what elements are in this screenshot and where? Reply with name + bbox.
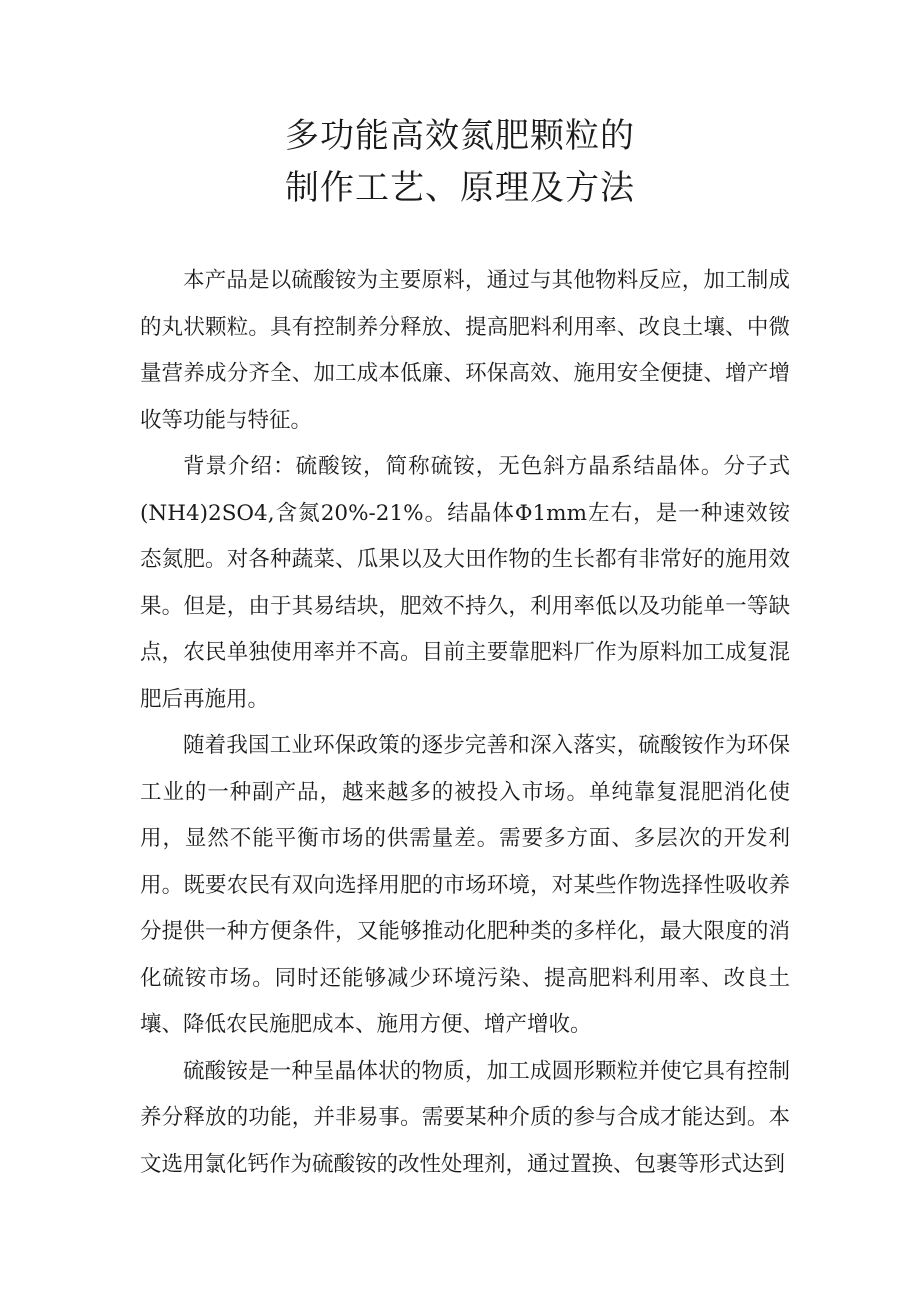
paragraph-intro: 本产品是以硫酸铵为主要原料，通过与其他物料反应，加工制成的丸状颗粒。具有控制养分释放、提高肥料利用率、改良土壤、中微量营养成分齐全、加工成本低廉、环保高效、施用安全便捷、增产增收等功能与特征。 <box>140 268 790 433</box>
paragraph-background: 背景介绍：硫酸铵，简称硫铵，无色斜方晶系结晶体。分子式(NH4)2SO4,含氮20%-21%。结晶体Φ1mm左右，是一种速效铵态氮肥。对各种蔬菜、瓜果以及大田作物的生长都有非常好的施用效果。但是，由于其易结块，肥效不持久，利用率低以及功能单一等缺点，农民单独使用率并不高。目前主要靠肥料厂作为原料加工成复混肥后再施用。 <box>140 454 790 712</box>
paragraph-method: 硫酸铵是一种呈晶体状的物质，加工成圆形颗粒并使它具有控制养分释放的功能，并非易事。需要某种介质的参与合成才能达到。本文选用氯化钙作为硫酸铵的改性处理剂，通过置换、包裹等形式达到 <box>140 1058 790 1177</box>
document-body <box>140 258 790 1188</box>
paragraph-policy: 随着我国工业环保政策的逐步完善和深入落实，硫酸铵作为环保工业的一种副产品，越来越多的被投入市场。单纯靠复混肥消化使用，显然不能平衡市场的供需量差。需要多方面、多层次的开发利用。既要农民有双向选择用肥的市场环境，对某些作物选择性吸收养分提供一种方便条件，又能够推动化肥种类的多样化，最大限度的消化硫铵市场。同时还能够减少环境污染、提高肥料利用率、改良土壤、降低农民施肥成本、施用方便、增产增收。 <box>140 733 790 1037</box>
title-line-1: 多功能高效氮肥颗粒的 <box>285 116 635 156</box>
title-line-2: 制作工艺、原理及方法 <box>285 168 635 208</box>
document-title <box>0 110 920 214</box>
